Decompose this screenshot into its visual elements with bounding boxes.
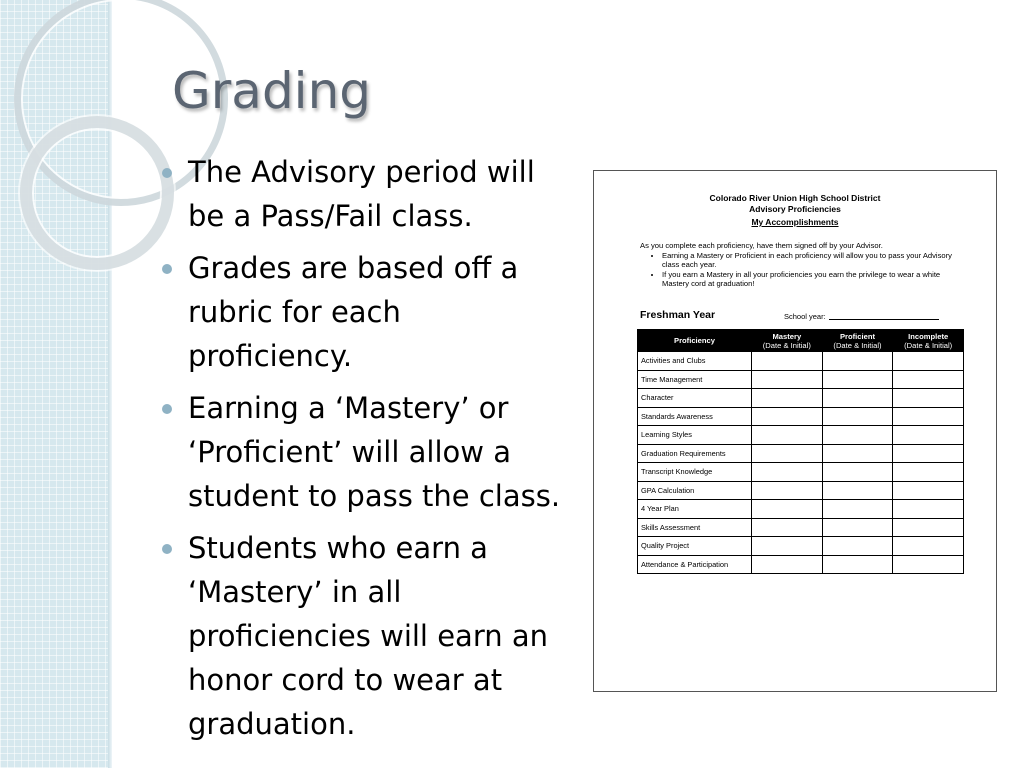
table-cell (752, 389, 823, 408)
bullet-item (160, 526, 570, 746)
proficiency-name-cell: Quality Project (638, 537, 752, 556)
table-body (638, 352, 964, 574)
proficiency-name-cell: Standards Awareness (638, 407, 752, 426)
table-cell (752, 537, 823, 556)
document-intro-point: • Earning a Mastery or Proficient in each proficiency will allow you to pass your Advisory class each year. (662, 251, 960, 270)
bullet-list (160, 150, 570, 754)
table-header-row (638, 330, 964, 352)
table-cell (752, 463, 823, 482)
table-row (638, 444, 964, 463)
table-cell (752, 518, 823, 537)
table-cell (893, 537, 964, 556)
proficiency-name-cell: Graduation Requirements (638, 444, 752, 463)
bullet-text: Earning a ‘Mastery’ or ‘Proficient’ will allow a student to pass the class. (188, 391, 561, 513)
table-cell (893, 463, 964, 482)
table-cell (822, 555, 893, 574)
table-cell (893, 407, 964, 426)
table-cell (893, 518, 964, 537)
bullet-text: The Advisory period will be a Pass/Fail class. (188, 155, 535, 233)
table-cell (893, 352, 964, 371)
table-cell (822, 500, 893, 519)
school-year-blank-line (829, 319, 939, 320)
bullet-text: Students who earn a ‘Mastery’ in all proficiencies will earn an honor cord to wear at graduation. (188, 531, 548, 741)
table-cell (752, 407, 823, 426)
table-row (638, 352, 964, 371)
table-cell (752, 444, 823, 463)
table-cell (822, 444, 893, 463)
table-header-cell: Incomplete (Date & Initial) (893, 330, 964, 352)
table-row (638, 537, 964, 556)
table-row (638, 500, 964, 519)
table-cell (893, 370, 964, 389)
table-cell (822, 518, 893, 537)
document-heading: Advisory Proficiencies (749, 204, 841, 214)
bullet-dot-icon (162, 544, 172, 554)
table-cell (822, 481, 893, 500)
proficiency-document-image (593, 170, 997, 692)
table-cell (822, 407, 893, 426)
table-cell (893, 555, 964, 574)
document-intro-text: As you complete each proficiency, have them signed off by your Advisor. (640, 241, 883, 250)
table-cell (752, 370, 823, 389)
bullet-dot-icon (162, 264, 172, 274)
document-year-label: Freshman Year (640, 309, 716, 321)
table-cell (822, 352, 893, 371)
table-row (638, 426, 964, 445)
document-intro-point: • If you earn a Mastery in all your proficiencies you earn the privilege to wear a white Mastery cord at graduation! (662, 270, 960, 289)
document-school-year (784, 312, 939, 321)
table-cell (752, 426, 823, 445)
table-cell (893, 500, 964, 519)
table-cell (752, 555, 823, 574)
table-header-cell: Mastery (Date & Initial) (752, 330, 823, 352)
proficiency-name-cell: Transcript Knowledge (638, 463, 752, 482)
table-header-cell: Proficient (Date & Initial) (822, 330, 893, 352)
bullet-item (160, 246, 570, 378)
table-cell (893, 389, 964, 408)
table-cell (893, 444, 964, 463)
table-row (638, 370, 964, 389)
document-intro (640, 241, 960, 289)
table-row (638, 463, 964, 482)
table-cell (752, 352, 823, 371)
table-cell (752, 481, 823, 500)
table-row (638, 555, 964, 574)
document-subheading: My Accomplishments (751, 217, 839, 227)
table-row (638, 481, 964, 500)
proficiency-name-cell: Attendance & Participation (638, 555, 752, 574)
decorative-side-strip (0, 0, 112, 768)
table-header-cell: Proficiency (638, 330, 752, 352)
bullet-text: Grades are based off a rubric for each proficiency. (188, 251, 519, 373)
table-cell (822, 370, 893, 389)
table-cell (822, 463, 893, 482)
table-row (638, 389, 964, 408)
document-intro-points (640, 251, 960, 289)
table-cell (893, 426, 964, 445)
bullet-item (160, 386, 570, 518)
document-header (594, 193, 996, 228)
proficiency-name-cell: GPA Calculation (638, 481, 752, 500)
table-cell (893, 481, 964, 500)
table-row (638, 407, 964, 426)
proficiency-table (637, 329, 964, 574)
proficiency-name-cell: Character (638, 389, 752, 408)
school-year-label: School year: (784, 312, 826, 321)
bullet-dot-icon (162, 168, 172, 178)
table-cell (752, 500, 823, 519)
proficiency-name-cell: Learning Styles (638, 426, 752, 445)
proficiency-name-cell: Time Management (638, 370, 752, 389)
bullet-dot-icon (162, 404, 172, 414)
bullet-item (160, 150, 570, 238)
table-cell (822, 537, 893, 556)
proficiency-name-cell: Skills Assessment (638, 518, 752, 537)
table-row (638, 518, 964, 537)
proficiency-name-cell: 4 Year Plan (638, 500, 752, 519)
proficiency-name-cell: Activities and Clubs (638, 352, 752, 371)
table-cell (822, 426, 893, 445)
table-cell (822, 389, 893, 408)
document-district: Colorado River Union High School District (709, 193, 881, 203)
slide-title: Grading (172, 62, 371, 120)
